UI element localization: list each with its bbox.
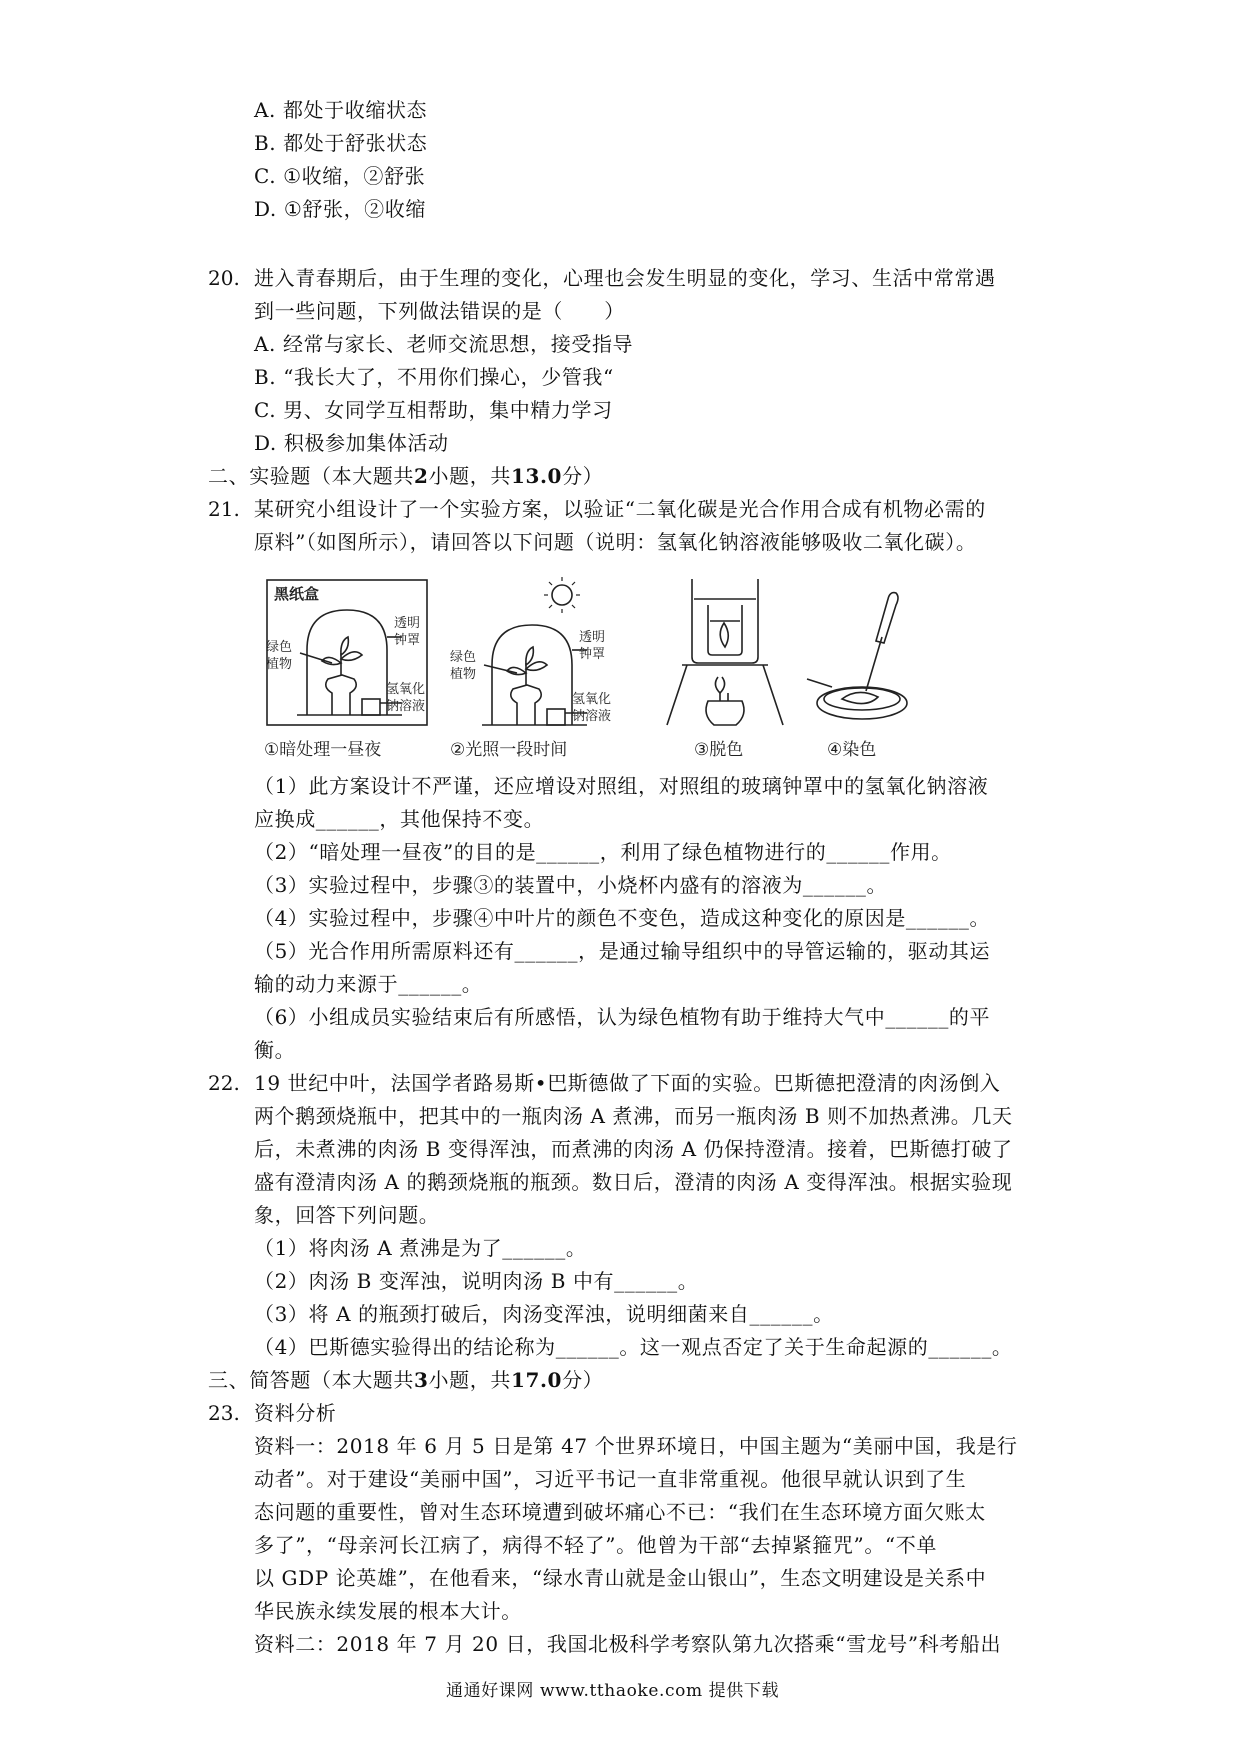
q21-part-line: （4）实验过程中，步骤④中叶片的颜色不变色，造成这种变化的原因是______。	[254, 906, 991, 930]
q21-part-line: （6）小组成员实验结束后有所感悟，认为绿色植物有助于维持大气中______的平	[254, 1005, 991, 1029]
q22-stem-line: 两个鹅颈烧瓶中，把其中的一瓶肉汤 A 煮沸，而另一瓶肉汤 B 则不加热煮沸。几天	[254, 1104, 1013, 1128]
caption-step-3: ③脱色	[694, 740, 744, 760]
plant-label: 绿色	[450, 650, 477, 665]
q20-stem-line: 进入青春期后，由于生理的变化，心理也会发生明显的变化，学习、生活中常常遇	[254, 266, 996, 290]
q23-number: 23.	[208, 1401, 240, 1425]
solution-label: 氢氧化	[386, 682, 426, 697]
q21-part-line: 应换成______，其他保持不变。	[254, 807, 545, 831]
solution-label: 钠溶液	[386, 699, 426, 714]
q21-number: 21.	[208, 497, 240, 521]
q20-option-a: A. 经常与家长、老师交流思想，接受指导	[254, 332, 634, 356]
q21-stem-line: 某研究小组设计了一个实验方案，以验证“二氧化碳是光合作用合成有机物必需的	[254, 497, 986, 521]
q19-option-b: B. 都处于舒张状态	[254, 131, 428, 155]
caption-step-1: ①暗处理一昼夜	[264, 740, 382, 760]
q20-option-c: C. 男、女同学互相帮助，集中精力学习	[254, 398, 613, 422]
cover-label: 钟罩	[394, 633, 421, 648]
page-footer: 通通好课网 www.tthaoke.com 提供下载	[446, 1681, 780, 1701]
q21-part-line: （2）“暗处理一昼夜”的目的是______，利用了绿色植物进行的______作用。	[254, 840, 952, 864]
q23-text-line: 以 GDP 论英雄”，在他看来，“绿水青山就是金山银山”，生态文明建设是关系中	[254, 1566, 987, 1590]
plant-label: 植物	[450, 667, 477, 682]
q22-part-line: （3）将 A 的瓶颈打破后，肉汤变浑浊，说明细菌来自______。	[254, 1302, 834, 1326]
q23-text-line: 动者”。对于建设“美丽中国”，习近平书记一直非常重视。他很早就认识到了生	[254, 1467, 967, 1491]
q21-stem-line: 原料”（如图所示），请回答以下问题（说明：氢氧化钠溶液能够吸收二氧化碳）。	[254, 530, 977, 554]
q19-option-a: A. 都处于收缩状态	[254, 98, 428, 122]
q21-part-line: （1）此方案设计不严谨，还应增设对照组，对照组的玻璃钟罩中的氢氧化钠溶液	[254, 774, 989, 798]
q22-part-line: （1）将肉汤 A 煮沸是为了______。	[254, 1236, 587, 1260]
caption-step-4: ④染色	[827, 740, 877, 760]
panel-decolorization	[667, 579, 783, 725]
q19-option-c: C. ①收缩，②舒张	[254, 164, 426, 188]
q21-part-line: （3）实验过程中，步骤③的装置中，小烧杯内盛有的溶液为______。	[254, 873, 888, 897]
q22-part-line: （4）巴斯德实验得出的结论称为______。这一观点否定了关于生命起源的______。	[254, 1335, 1013, 1359]
experiment-figure	[262, 575, 942, 765]
q20-option-b: B. “我长大了，不用你们操心，少管我“	[254, 365, 614, 389]
q22-number: 22.	[208, 1071, 240, 1095]
q23-text-line: 多了”，“母亲河长江病了，病得不轻了”。他曾为干部“去掉紧箍咒”。“不单	[254, 1533, 937, 1557]
q22-stem-line: 象，回答下列问题。	[254, 1203, 440, 1227]
q20-number: 20.	[208, 266, 240, 290]
q20-option-d: D. 积极参加集体活动	[254, 431, 449, 455]
q23-text-line: 华民族永续发展的根本大计。	[254, 1599, 522, 1623]
panel-staining	[807, 593, 907, 719]
q23-text-line: 资料二：2018 年 7 月 20 日，我国北极科学考察队第九次搭乘“雪龙号”科考船出	[254, 1632, 1002, 1656]
q21-part-line: 衡。	[254, 1038, 296, 1062]
section2-heading: 二、实验题（本大题共2小题，共13.0分）	[208, 464, 604, 488]
q22-stem-line: 后，未煮沸的肉汤 B 变得浑浊，而煮沸的肉汤 A 仍保持澄清。接着，巴斯德打破了	[254, 1137, 1013, 1161]
q20-stem-line: 到一些问题，下列做法错误的是（ ）	[254, 299, 625, 323]
cover-label: 钟罩	[579, 647, 606, 662]
q21-part-line: （5）光合作用所需原料还有______，是通过输导组织中的导管运输的，驱动其运	[254, 939, 991, 963]
box-label: 黑纸盒	[274, 585, 320, 603]
solution-label: 钠溶液	[572, 709, 612, 724]
plant-label: 植物	[266, 657, 293, 672]
q23-title: 资料分析	[254, 1401, 337, 1425]
q22-stem-line: 19 世纪中叶，法国学者路易斯•巴斯德做了下面的实验。巴斯德把澄清的肉汤倒入	[254, 1071, 1001, 1095]
plant-label: 绿色	[266, 640, 293, 655]
q22-part-line: （2）肉汤 B 变浑浊，说明肉汤 B 中有______。	[254, 1269, 699, 1293]
cover-label: 透明	[394, 616, 421, 631]
section3-heading: 三、简答题（本大题共3小题，共17.0分）	[208, 1368, 604, 1392]
solution-label: 氢氧化	[572, 692, 612, 707]
q21-part-line: 输的动力来源于______。	[254, 972, 483, 996]
q23-text-line: 态问题的重要性，曾对生态环境遭到破坏痛心不已：“我们在生态环境方面欠账太	[254, 1500, 986, 1524]
q22-stem-line: 盛有澄清肉汤 A 的鹅颈烧瓶的瓶颈。数日后，澄清的肉汤 A 变得浑浊。根据实验现	[254, 1170, 1013, 1194]
q23-text-line: 资料一：2018 年 6 月 5 日是第 47 个世界环境日，中国主题为“美丽中国，我是行	[254, 1434, 1018, 1458]
cover-label: 透明	[579, 630, 606, 645]
q19-option-d: D. ①舒张，②收缩	[254, 197, 426, 221]
caption-step-2: ②光照一段时间	[450, 740, 568, 760]
